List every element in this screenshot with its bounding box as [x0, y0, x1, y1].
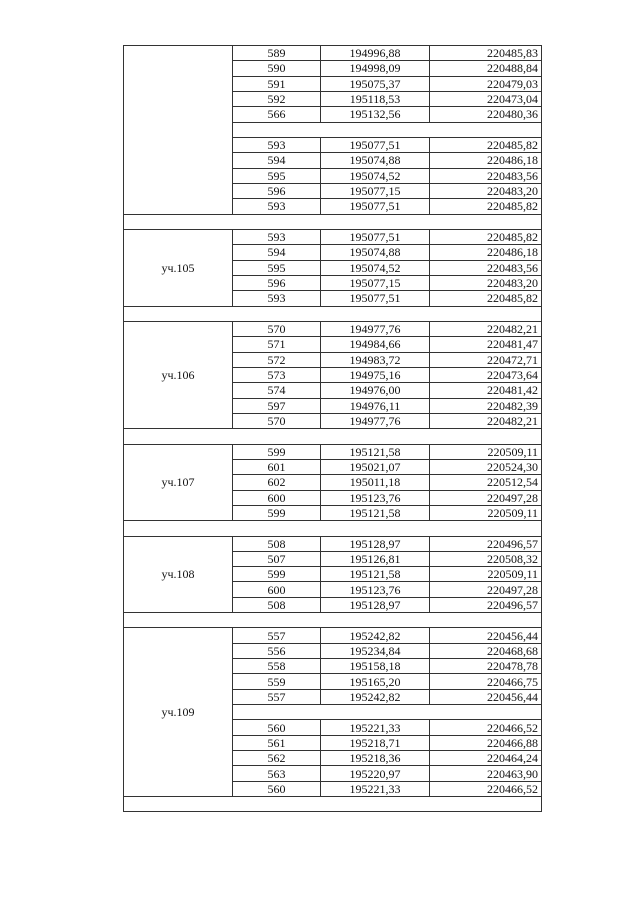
coordinate-x: 194976,11	[321, 398, 430, 413]
point-number: 557	[233, 689, 321, 704]
table-row	[124, 321, 542, 336]
coordinate-y: 220496,57	[430, 597, 542, 612]
coordinate-x: 195123,76	[321, 490, 430, 505]
coordinate-y: 220482,39	[430, 398, 542, 413]
coordinate-y: 220472,71	[430, 352, 542, 367]
coordinate-x: 195077,51	[321, 137, 430, 152]
coordinate-x: 195075,37	[321, 76, 430, 91]
plot-label: уч.105	[124, 229, 233, 306]
coordinate-x: 195077,51	[321, 199, 430, 214]
plot-label	[124, 46, 233, 215]
coordinate-y: 220482,21	[430, 413, 542, 428]
plot-label: уч.109	[124, 628, 233, 797]
point-number: 562	[233, 751, 321, 766]
point-number: 589	[233, 46, 321, 61]
group-separator-row	[124, 797, 542, 812]
coordinate-y: 220483,56	[430, 168, 542, 183]
point-number: 573	[233, 367, 321, 382]
coordinate-y: 220512,54	[430, 475, 542, 490]
table-row	[124, 536, 542, 551]
coordinate-x: 195077,15	[321, 275, 430, 290]
coordinate-x: 195118,53	[321, 91, 430, 106]
coordinate-y: 220486,18	[430, 153, 542, 168]
separator-cell	[124, 429, 542, 444]
point-number: 599	[233, 505, 321, 520]
point-number: 595	[233, 168, 321, 183]
table-row	[124, 229, 542, 244]
coordinate-x: 195218,36	[321, 751, 430, 766]
separator-cell	[233, 122, 542, 137]
coordinate-y: 220464,24	[430, 751, 542, 766]
coordinate-y: 220483,20	[430, 275, 542, 290]
coordinate-y: 220456,44	[430, 628, 542, 643]
coordinate-y: 220485,82	[430, 229, 542, 244]
point-number: 600	[233, 582, 321, 597]
coordinate-x: 195126,81	[321, 551, 430, 566]
coordinate-x: 195121,58	[321, 505, 430, 520]
point-number: 594	[233, 245, 321, 260]
point-number: 594	[233, 153, 321, 168]
coordinate-y: 220473,64	[430, 367, 542, 382]
table-row	[124, 46, 542, 61]
coordinate-x: 195074,52	[321, 168, 430, 183]
coordinate-x: 195165,20	[321, 674, 430, 689]
coordinate-x: 194977,76	[321, 321, 430, 336]
point-number: 593	[233, 199, 321, 214]
coordinate-y: 220509,11	[430, 444, 542, 459]
point-number: 600	[233, 490, 321, 505]
coordinate-x: 195132,56	[321, 107, 430, 122]
coordinate-y: 220483,56	[430, 260, 542, 275]
coordinate-x: 195158,18	[321, 659, 430, 674]
coordinate-y: 220479,03	[430, 76, 542, 91]
coordinate-x: 194977,76	[321, 413, 430, 428]
coordinate-x: 195077,51	[321, 229, 430, 244]
point-number: 599	[233, 567, 321, 582]
coordinate-y: 220480,36	[430, 107, 542, 122]
group-separator-row	[124, 429, 542, 444]
point-number: 508	[233, 536, 321, 551]
group-separator-row	[124, 306, 542, 321]
point-number: 559	[233, 674, 321, 689]
coordinate-x: 194975,16	[321, 367, 430, 382]
point-number: 570	[233, 413, 321, 428]
coordinates-document	[123, 45, 542, 812]
point-number: 563	[233, 766, 321, 781]
coordinate-y: 220497,28	[430, 490, 542, 505]
separator-cell	[124, 214, 542, 229]
coordinate-x: 195242,82	[321, 628, 430, 643]
group-separator-row	[124, 214, 542, 229]
point-number: 557	[233, 628, 321, 643]
separator-cell	[124, 306, 542, 321]
coordinate-x: 195077,15	[321, 183, 430, 198]
coordinate-x: 195218,71	[321, 735, 430, 750]
plot-label: уч.107	[124, 444, 233, 521]
point-number: 595	[233, 260, 321, 275]
coordinate-x: 195220,97	[321, 766, 430, 781]
coordinate-y: 220483,20	[430, 183, 542, 198]
point-number: 570	[233, 321, 321, 336]
point-number: 560	[233, 781, 321, 796]
table-row	[124, 628, 542, 643]
separator-cell	[124, 521, 542, 536]
point-number: 599	[233, 444, 321, 459]
coordinate-x: 194998,09	[321, 61, 430, 76]
separator-cell	[233, 705, 542, 720]
coordinate-y: 220463,90	[430, 766, 542, 781]
point-number: 593	[233, 137, 321, 152]
coordinate-y: 220466,52	[430, 781, 542, 796]
coordinate-y: 220485,82	[430, 137, 542, 152]
coordinate-y: 220486,18	[430, 245, 542, 260]
coordinate-y: 220482,21	[430, 321, 542, 336]
coordinate-x: 195242,82	[321, 689, 430, 704]
point-number: 591	[233, 76, 321, 91]
point-number: 558	[233, 659, 321, 674]
coordinate-y: 220496,57	[430, 536, 542, 551]
coordinate-y: 220485,82	[430, 199, 542, 214]
separator-cell	[124, 613, 542, 628]
coordinate-x: 194983,72	[321, 352, 430, 367]
coordinate-y: 220485,83	[430, 46, 542, 61]
coordinate-y: 220485,82	[430, 291, 542, 306]
coordinate-y: 220478,78	[430, 659, 542, 674]
coordinate-x: 195074,88	[321, 245, 430, 260]
coordinate-y: 220466,75	[430, 674, 542, 689]
coordinate-x: 194976,00	[321, 383, 430, 398]
point-number: 596	[233, 275, 321, 290]
coordinates-table-body	[124, 46, 542, 812]
point-number: 561	[233, 735, 321, 750]
coordinate-y: 220481,47	[430, 337, 542, 352]
coordinate-y: 220466,52	[430, 720, 542, 735]
coordinate-x: 195121,58	[321, 444, 430, 459]
coordinate-x: 195221,33	[321, 781, 430, 796]
point-number: 572	[233, 352, 321, 367]
point-number: 592	[233, 91, 321, 106]
coordinate-x: 195123,76	[321, 582, 430, 597]
plot-label: уч.106	[124, 321, 233, 428]
coordinate-x: 195011,18	[321, 475, 430, 490]
point-number: 507	[233, 551, 321, 566]
point-number: 590	[233, 61, 321, 76]
point-number: 593	[233, 229, 321, 244]
coordinate-x: 194984,66	[321, 337, 430, 352]
point-number: 593	[233, 291, 321, 306]
coordinate-y: 220509,11	[430, 567, 542, 582]
coordinate-x: 195077,51	[321, 291, 430, 306]
point-number: 566	[233, 107, 321, 122]
coordinate-y: 220468,68	[430, 643, 542, 658]
coordinate-x: 195128,97	[321, 597, 430, 612]
coordinate-y: 220524,30	[430, 459, 542, 474]
coordinate-x: 195021,07	[321, 459, 430, 474]
table-row	[124, 444, 542, 459]
separator-cell	[124, 797, 542, 812]
point-number: 508	[233, 597, 321, 612]
coordinate-x: 195074,52	[321, 260, 430, 275]
point-number: 602	[233, 475, 321, 490]
coordinate-y: 220473,04	[430, 91, 542, 106]
coordinate-x: 195221,33	[321, 720, 430, 735]
point-number: 556	[233, 643, 321, 658]
coordinates-table	[123, 45, 542, 812]
coordinate-y: 220481,42	[430, 383, 542, 398]
point-number: 560	[233, 720, 321, 735]
point-number: 597	[233, 398, 321, 413]
coordinate-y: 220509,11	[430, 505, 542, 520]
coordinate-x: 195128,97	[321, 536, 430, 551]
point-number: 601	[233, 459, 321, 474]
coordinate-y: 220508,32	[430, 551, 542, 566]
coordinate-y: 220466,88	[430, 735, 542, 750]
group-separator-row	[124, 521, 542, 536]
group-separator-row	[124, 613, 542, 628]
coordinate-x: 195121,58	[321, 567, 430, 582]
coordinate-y: 220488,84	[430, 61, 542, 76]
coordinate-y: 220497,28	[430, 582, 542, 597]
plot-label: уч.108	[124, 536, 233, 613]
coordinate-x: 194996,88	[321, 46, 430, 61]
point-number: 596	[233, 183, 321, 198]
coordinate-y: 220456,44	[430, 689, 542, 704]
point-number: 574	[233, 383, 321, 398]
coordinate-x: 195234,84	[321, 643, 430, 658]
point-number: 571	[233, 337, 321, 352]
coordinate-x: 195074,88	[321, 153, 430, 168]
